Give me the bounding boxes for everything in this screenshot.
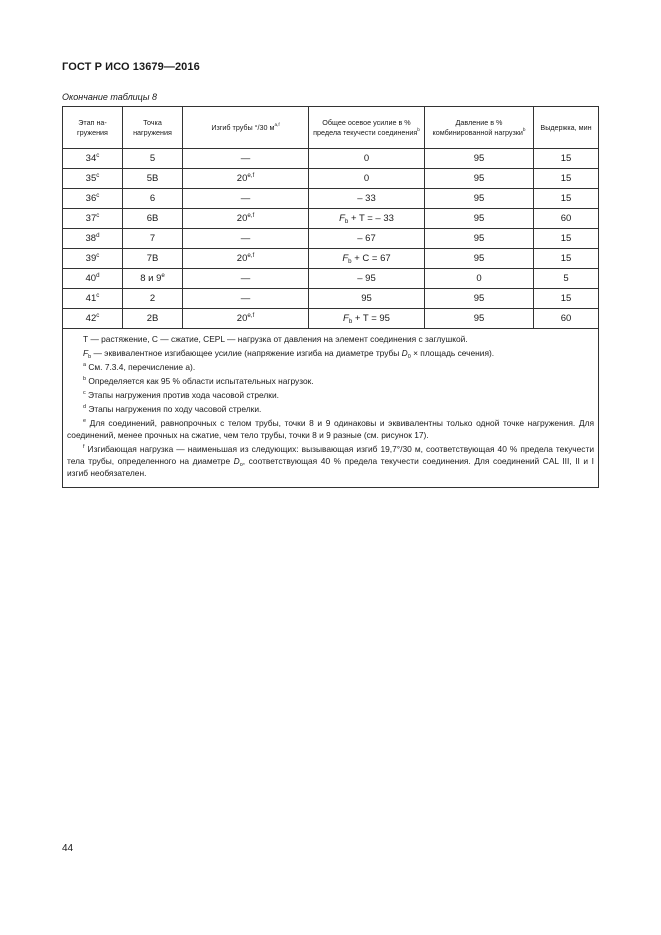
table-row <box>63 269 599 289</box>
header-pressure-sup: b <box>522 126 526 132</box>
cell-hold-time: 15 <box>534 249 599 269</box>
footnote-e: $^e$ Для соединений, равнопрочных с телом трубы, точки 8 и 9 одинаковы и эквивалентны только одной точке нагружения. Для соединений, менее прочных на сжатие, чем тело трубы, точки 8 и 9 разные (см. рисунок 17). <box>67 418 594 440</box>
footnote-f: $^f$ Изгибающая нагрузка — наименьшая из следующих: вызывающая изгиб 19,7°/30 м, соответствующая 40 % предела текучести тела трубы, определенного на диаметре $D_o$, соответствующая 40 % предела текучести соединения. Для соединений CAL III, II и I изгиб необязателен. <box>67 444 594 478</box>
cell-point: 6 <box>123 189 183 209</box>
header-hold-time: Выдержка, мин <box>534 107 599 149</box>
notes-cell <box>63 329 599 488</box>
page-number: 44 <box>62 843 74 854</box>
cell-axial-force: 0 <box>309 169 425 189</box>
cell-point: 8 и 9e <box>123 269 183 289</box>
cell-bending: — <box>183 269 309 289</box>
table-row <box>63 169 599 189</box>
cell-bending: — <box>183 149 309 169</box>
load-stages-table <box>62 106 599 488</box>
table-row <box>63 289 599 309</box>
cell-bending: — <box>183 289 309 309</box>
cell-hold-time: 5 <box>534 269 599 289</box>
footnote-d: $^d$ Этапы нагружения по ходу часовой стрелки. <box>83 404 262 414</box>
header-bending: Изгиб трубы °/30 $м^{а,f}$ <box>183 107 309 149</box>
cell-axial-force: $F_b + T = 95$ <box>309 309 425 329</box>
cell-pressure: 95 <box>425 309 534 329</box>
cell-pressure: 95 <box>425 209 534 229</box>
header-pressure: Давление в % комбинированной нагрузки$^b$ <box>425 107 534 149</box>
cell-stage: 38$^d$ <box>63 229 123 249</box>
cell-axial-force: $F_b + T$ = – 33 <box>309 209 425 229</box>
cell-hold-time: 15 <box>534 169 599 189</box>
header-point: Точка нагружения <box>123 107 183 149</box>
cell-hold-time: 15 <box>534 229 599 249</box>
cell-point: 2B <box>123 309 183 329</box>
table-row <box>63 189 599 209</box>
cell-bending: 20$^{e,f}$ <box>183 249 309 269</box>
cell-pressure: 95 <box>425 249 534 269</box>
cell-bending: — <box>183 229 309 249</box>
cell-hold-time: 60 <box>534 309 599 329</box>
cell-bending: 20$^{e,f}$ <box>183 169 309 189</box>
note-legend: Т — растяжение, С — сжатие, CEPL — нагрузка от давления на элемент соединения с заглушкой. <box>83 334 468 344</box>
cell-stage: 36$^c$ <box>63 189 123 209</box>
cell-point: 5B <box>123 169 183 189</box>
cell-pressure: 95 <box>425 149 534 169</box>
cell-pressure: 95 <box>425 289 534 309</box>
cell-pressure: 95 <box>425 189 534 209</box>
cell-pressure: 95 <box>425 169 534 189</box>
cell-stage: 40$^d$ <box>63 269 123 289</box>
cell-axial-force: – 67 <box>309 229 425 249</box>
header-stage: Этап на-гружения <box>63 107 123 149</box>
cell-axial-force: – 95 <box>309 269 425 289</box>
note-fb: $F_b$ — эквивалентное изгибающее усилие (напряжение изгиба на диаметре трубы $D_0$ × площадь сечения). <box>83 348 495 360</box>
footnote-a: $^a$ См. 7.3.4, перечисление а). <box>83 362 196 372</box>
cell-point: 7 <box>123 229 183 249</box>
cell-stage: 42$^c$ <box>63 309 123 329</box>
table-row <box>63 249 599 269</box>
cell-point: 5 <box>123 149 183 169</box>
cell-stage: 37$^c$ <box>63 209 123 229</box>
cell-axial-force: – 33 <box>309 189 425 209</box>
table-row <box>63 309 599 329</box>
cell-stage: 35$^c$ <box>63 169 123 189</box>
cell-hold-time: 15 <box>534 289 599 309</box>
table-row <box>63 229 599 249</box>
cell-pressure: 0 <box>425 269 534 289</box>
header-bending-sup: а,f <box>274 121 280 127</box>
cell-hold-time: 15 <box>534 189 599 209</box>
header-axial-sup: b <box>417 126 420 132</box>
cell-point: 6B <box>123 209 183 229</box>
header-axial-force: Общее осевое усилие в % предела текучести соединения$^b$ <box>309 107 425 149</box>
cell-pressure: 95 <box>425 229 534 249</box>
cell-point: 2 <box>123 289 183 309</box>
cell-stage: 41$^c$ <box>63 289 123 309</box>
cell-bending: 20$^{e,f}$ <box>183 309 309 329</box>
cell-axial-force: 0 <box>309 149 425 169</box>
cell-point: 7B <box>123 249 183 269</box>
cell-stage: 39$^c$ <box>63 249 123 269</box>
table-caption: Окончание таблицы 8 <box>62 92 157 102</box>
cell-stage: 34$^c$ <box>63 149 123 169</box>
footnote-b: $^b$ Определяется как 95 % области испытательных нагрузок. <box>83 376 314 386</box>
cell-axial-force: $F_b + C = 67$ <box>309 249 425 269</box>
cell-hold-time: 60 <box>534 209 599 229</box>
cell-bending: 20$^{e,f}$ <box>183 209 309 229</box>
document-header: ГОСТ Р ИСО 13679—2016 <box>62 61 200 73</box>
table-row <box>63 209 599 229</box>
table-row <box>63 149 599 169</box>
cell-hold-time: 15 <box>534 149 599 169</box>
cell-bending: — <box>183 189 309 209</box>
cell-axial-force: 95 <box>309 289 425 309</box>
footnote-c: $^c$ Этапы нагружения против хода часовой стрелки. <box>83 390 279 400</box>
notes-row <box>63 329 599 488</box>
table-header-row <box>63 107 599 149</box>
